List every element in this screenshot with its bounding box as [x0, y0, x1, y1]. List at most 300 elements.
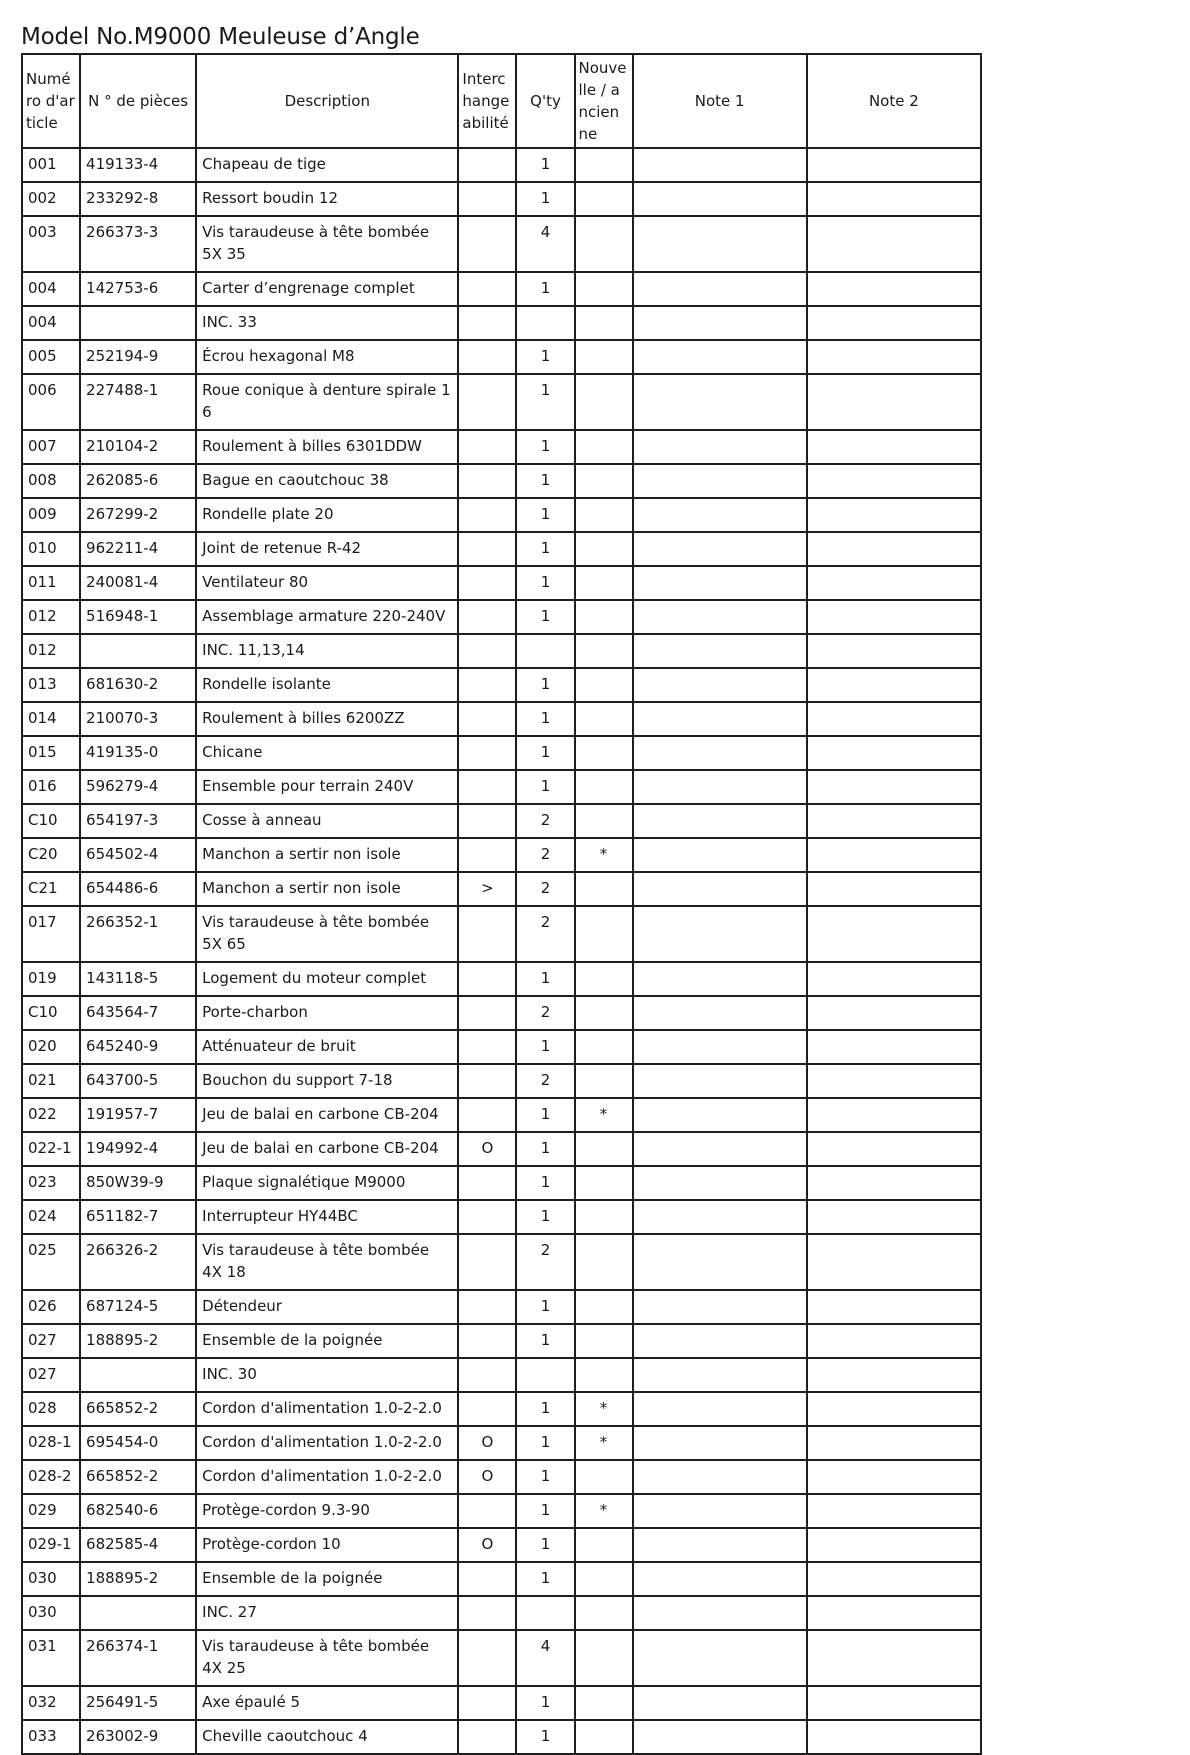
cell-description: Manchon a sertir non isole	[196, 872, 458, 906]
cell-part-no: 516948-1	[80, 600, 196, 634]
cell-note-2	[807, 1720, 981, 1754]
table-row	[22, 1234, 981, 1290]
header-row	[22, 54, 981, 148]
cell-new-old	[575, 996, 633, 1030]
cell-part-no: 651182-7	[80, 1200, 196, 1234]
cell-note-1	[633, 1426, 807, 1460]
cell-interchangeability: O	[458, 1426, 516, 1460]
table-row	[22, 736, 981, 770]
cell-interchangeability	[458, 306, 516, 340]
cell-interchangeability	[458, 770, 516, 804]
cell-part-no: 227488-1	[80, 374, 196, 430]
cell-note-2	[807, 1290, 981, 1324]
cell-new-old	[575, 1290, 633, 1324]
cell-note-2	[807, 634, 981, 668]
table-row	[22, 1720, 981, 1754]
cell-item-no: 017	[22, 906, 80, 962]
cell-qty: 1	[516, 1720, 574, 1754]
cell-qty: 1	[516, 1392, 574, 1426]
cell-part-no: 266352-1	[80, 906, 196, 962]
cell-qty: 1	[516, 1030, 574, 1064]
cell-interchangeability	[458, 430, 516, 464]
table-row	[22, 1324, 981, 1358]
cell-qty: 1	[516, 770, 574, 804]
cell-note-1	[633, 1494, 807, 1528]
cell-part-no: 682585-4	[80, 1528, 196, 1562]
cell-part-no: 191957-7	[80, 1098, 196, 1132]
table-row	[22, 566, 981, 600]
cell-description: Détendeur	[196, 1290, 458, 1324]
cell-new-old	[575, 1528, 633, 1562]
cell-part-no: 962211-4	[80, 532, 196, 566]
cell-interchangeability	[458, 498, 516, 532]
cell-interchangeability	[458, 182, 516, 216]
cell-note-2	[807, 668, 981, 702]
cell-qty	[516, 1358, 574, 1392]
cell-item-no: 010	[22, 532, 80, 566]
table-row	[22, 532, 981, 566]
cell-new-old: *	[575, 1098, 633, 1132]
cell-note-2	[807, 1064, 981, 1098]
cell-note-2	[807, 340, 981, 374]
cell-interchangeability	[458, 1494, 516, 1528]
cell-interchangeability	[458, 566, 516, 600]
cell-qty: 2	[516, 838, 574, 872]
cell-qty: 1	[516, 374, 574, 430]
cell-note-2	[807, 306, 981, 340]
cell-qty: 1	[516, 464, 574, 498]
cell-qty: 1	[516, 148, 574, 182]
cell-interchangeability	[458, 464, 516, 498]
cell-note-2	[807, 148, 981, 182]
cell-interchangeability	[458, 1234, 516, 1290]
cell-new-old: *	[575, 1392, 633, 1426]
cell-qty: 1	[516, 668, 574, 702]
cell-interchangeability	[458, 736, 516, 770]
cell-note-2	[807, 1460, 981, 1494]
cell-description: INC. 27	[196, 1596, 458, 1630]
cell-new-old	[575, 340, 633, 374]
cell-interchangeability	[458, 1098, 516, 1132]
cell-note-1	[633, 634, 807, 668]
cell-note-1	[633, 272, 807, 306]
cell-part-no: 266326-2	[80, 1234, 196, 1290]
cell-qty: 2	[516, 872, 574, 906]
cell-interchangeability	[458, 374, 516, 430]
cell-qty: 1	[516, 1686, 574, 1720]
cell-qty: 1	[516, 962, 574, 996]
cell-interchangeability	[458, 634, 516, 668]
cell-note-1	[633, 1030, 807, 1064]
table-row	[22, 838, 981, 872]
cell-interchangeability	[458, 838, 516, 872]
cell-description: Vis taraudeuse à tête bombée 5X 35	[196, 216, 458, 272]
cell-description: Ventilateur 80	[196, 566, 458, 600]
cell-note-1	[633, 216, 807, 272]
cell-description: Ensemble de la poignée	[196, 1324, 458, 1358]
cell-part-no: 654197-3	[80, 804, 196, 838]
table-row	[22, 1686, 981, 1720]
cell-new-old	[575, 804, 633, 838]
cell-part-no: 143118-5	[80, 962, 196, 996]
cell-note-2	[807, 1132, 981, 1166]
parts-table	[21, 53, 982, 1755]
cell-note-1	[633, 374, 807, 430]
cell-item-no: 019	[22, 962, 80, 996]
cell-item-no: 032	[22, 1686, 80, 1720]
cell-qty: 1	[516, 1132, 574, 1166]
cell-item-no: C10	[22, 804, 80, 838]
cell-part-no: 256491-5	[80, 1686, 196, 1720]
cell-new-old	[575, 962, 633, 996]
cell-qty: 1	[516, 1562, 574, 1596]
cell-part-no: 252194-9	[80, 340, 196, 374]
cell-note-1	[633, 1460, 807, 1494]
cell-description: Roulement à billes 6301DDW	[196, 430, 458, 464]
cell-interchangeability	[458, 148, 516, 182]
cell-note-2	[807, 532, 981, 566]
cell-description: Jeu de balai en carbone CB-204	[196, 1098, 458, 1132]
cell-part-no: 665852-2	[80, 1392, 196, 1426]
cell-item-no: 006	[22, 374, 80, 430]
table-row	[22, 306, 981, 340]
cell-part-no: 645240-9	[80, 1030, 196, 1064]
cell-new-old	[575, 1132, 633, 1166]
cell-item-no: 020	[22, 1030, 80, 1064]
cell-note-2	[807, 1686, 981, 1720]
cell-new-old	[575, 566, 633, 600]
cell-part-no: 142753-6	[80, 272, 196, 306]
cell-item-no: 012	[22, 634, 80, 668]
cell-item-no: 013	[22, 668, 80, 702]
cell-note-2	[807, 600, 981, 634]
table-row	[22, 1290, 981, 1324]
cell-note-2	[807, 838, 981, 872]
cell-item-no: 004	[22, 306, 80, 340]
cell-note-1	[633, 668, 807, 702]
cell-note-2	[807, 1166, 981, 1200]
cell-qty: 1	[516, 340, 574, 374]
header-qty: Q'ty	[516, 54, 574, 148]
cell-note-1	[633, 1528, 807, 1562]
cell-part-no: 419133-4	[80, 148, 196, 182]
cell-description: Jeu de balai en carbone CB-204	[196, 1132, 458, 1166]
cell-note-2	[807, 1630, 981, 1686]
table-row	[22, 1596, 981, 1630]
cell-description: Rondelle isolante	[196, 668, 458, 702]
cell-item-no: 028	[22, 1392, 80, 1426]
cell-note-1	[633, 702, 807, 736]
cell-new-old	[575, 374, 633, 430]
cell-qty: 1	[516, 430, 574, 464]
header-description: Description	[196, 54, 458, 148]
cell-item-no: C10	[22, 996, 80, 1030]
cell-interchangeability	[458, 1630, 516, 1686]
cell-description: Chicane	[196, 736, 458, 770]
cell-note-2	[807, 906, 981, 962]
cell-note-1	[633, 1200, 807, 1234]
cell-item-no: C21	[22, 872, 80, 906]
cell-interchangeability	[458, 702, 516, 736]
cell-description: Ressort boudin 12	[196, 182, 458, 216]
cell-interchangeability: O	[458, 1460, 516, 1494]
table-row	[22, 1630, 981, 1686]
cell-note-1	[633, 430, 807, 464]
cell-note-1	[633, 498, 807, 532]
table-row	[22, 1494, 981, 1528]
cell-note-1	[633, 736, 807, 770]
cell-part-no: 665852-2	[80, 1460, 196, 1494]
cell-item-no: 025	[22, 1234, 80, 1290]
table-row	[22, 1392, 981, 1426]
cell-description: Porte-charbon	[196, 996, 458, 1030]
cell-note-2	[807, 1324, 981, 1358]
table-row	[22, 1460, 981, 1494]
cell-qty: 1	[516, 1324, 574, 1358]
cell-qty: 1	[516, 272, 574, 306]
cell-description: Bague en caoutchouc 38	[196, 464, 458, 498]
cell-description: Cordon d'alimentation 1.0-2-2.0	[196, 1426, 458, 1460]
cell-item-no: 029-1	[22, 1528, 80, 1562]
cell-part-no: 643564-7	[80, 996, 196, 1030]
cell-part-no: 654502-4	[80, 838, 196, 872]
cell-note-2	[807, 464, 981, 498]
cell-note-1	[633, 1392, 807, 1426]
cell-note-2	[807, 182, 981, 216]
cell-note-2	[807, 1030, 981, 1064]
cell-qty: 1	[516, 1460, 574, 1494]
table-row	[22, 272, 981, 306]
cell-new-old	[575, 306, 633, 340]
cell-interchangeability	[458, 804, 516, 838]
cell-note-2	[807, 498, 981, 532]
cell-item-no: 016	[22, 770, 80, 804]
table-row	[22, 804, 981, 838]
cell-item-no: 024	[22, 1200, 80, 1234]
cell-interchangeability	[458, 1166, 516, 1200]
cell-new-old: *	[575, 838, 633, 872]
cell-item-no: 026	[22, 1290, 80, 1324]
cell-qty: 2	[516, 906, 574, 962]
cell-interchangeability	[458, 1358, 516, 1392]
cell-part-no: 654486-6	[80, 872, 196, 906]
cell-qty: 1	[516, 1494, 574, 1528]
cell-qty: 1	[516, 1528, 574, 1562]
cell-item-no: 022	[22, 1098, 80, 1132]
cell-new-old	[575, 498, 633, 532]
cell-description: Protège-cordon 9.3-90	[196, 1494, 458, 1528]
cell-note-2	[807, 566, 981, 600]
cell-description: Rondelle plate 20	[196, 498, 458, 532]
cell-description: Vis taraudeuse à tête bombée 5X 65	[196, 906, 458, 962]
header-note-1: Note 1	[633, 54, 807, 148]
cell-item-no: 011	[22, 566, 80, 600]
cell-interchangeability: O	[458, 1132, 516, 1166]
cell-note-2	[807, 1494, 981, 1528]
cell-note-1	[633, 1064, 807, 1098]
cell-note-1	[633, 1562, 807, 1596]
cell-note-1	[633, 464, 807, 498]
cell-note-1	[633, 804, 807, 838]
cell-new-old	[575, 770, 633, 804]
cell-new-old	[575, 430, 633, 464]
cell-description: Roulement à billes 6200ZZ	[196, 702, 458, 736]
cell-qty: 1	[516, 1200, 574, 1234]
cell-note-1	[633, 1324, 807, 1358]
cell-interchangeability	[458, 1686, 516, 1720]
cell-note-1	[633, 148, 807, 182]
cell-part-no	[80, 306, 196, 340]
cell-note-2	[807, 1596, 981, 1630]
cell-new-old	[575, 600, 633, 634]
cell-item-no: 031	[22, 1630, 80, 1686]
cell-note-1	[633, 600, 807, 634]
cell-note-1	[633, 1166, 807, 1200]
cell-new-old	[575, 182, 633, 216]
cell-new-old	[575, 1030, 633, 1064]
cell-description: Ensemble pour terrain 240V	[196, 770, 458, 804]
cell-item-no: 007	[22, 430, 80, 464]
table-row	[22, 634, 981, 668]
cell-qty: 4	[516, 1630, 574, 1686]
table-row	[22, 962, 981, 996]
cell-qty: 1	[516, 702, 574, 736]
cell-note-1	[633, 532, 807, 566]
cell-description: Bouchon du support 7-18	[196, 1064, 458, 1098]
cell-interchangeability	[458, 996, 516, 1030]
cell-new-old	[575, 872, 633, 906]
cell-qty: 1	[516, 498, 574, 532]
cell-part-no: 419135-0	[80, 736, 196, 770]
cell-description: Ensemble de la poignée	[196, 1562, 458, 1596]
cell-interchangeability	[458, 962, 516, 996]
cell-description: Vis taraudeuse à tête bombée 4X 25	[196, 1630, 458, 1686]
cell-note-1	[633, 996, 807, 1030]
cell-item-no: 030	[22, 1562, 80, 1596]
cell-new-old	[575, 272, 633, 306]
cell-part-no: 596279-4	[80, 770, 196, 804]
cell-new-old	[575, 1166, 633, 1200]
cell-qty: 1	[516, 566, 574, 600]
cell-part-no	[80, 634, 196, 668]
cell-interchangeability	[458, 600, 516, 634]
cell-note-2	[807, 1392, 981, 1426]
cell-qty: 2	[516, 1234, 574, 1290]
cell-note-2	[807, 962, 981, 996]
cell-part-no: 210070-3	[80, 702, 196, 736]
cell-interchangeability	[458, 340, 516, 374]
cell-description: Atténuateur de bruit	[196, 1030, 458, 1064]
header-part-no: N ° de pièces	[80, 54, 196, 148]
table-row	[22, 430, 981, 464]
cell-note-1	[633, 1132, 807, 1166]
cell-description: Chapeau de tige	[196, 148, 458, 182]
cell-note-1	[633, 962, 807, 996]
cell-qty: 1	[516, 1290, 574, 1324]
cell-new-old	[575, 532, 633, 566]
header-interchangeability: Interchangeabilité	[458, 54, 516, 148]
cell-note-2	[807, 216, 981, 272]
cell-description: Protège-cordon 10	[196, 1528, 458, 1562]
cell-note-2	[807, 430, 981, 464]
cell-interchangeability: O	[458, 1528, 516, 1562]
cell-description: Cosse à anneau	[196, 804, 458, 838]
cell-qty: 1	[516, 182, 574, 216]
cell-new-old	[575, 1686, 633, 1720]
cell-item-no: 027	[22, 1358, 80, 1392]
cell-description: Vis taraudeuse à tête bombée 4X 18	[196, 1234, 458, 1290]
cell-qty: 2	[516, 1064, 574, 1098]
header-item-no: Numéro d'article	[22, 54, 80, 148]
cell-description: INC. 11,13,14	[196, 634, 458, 668]
cell-description: Manchon a sertir non isole	[196, 838, 458, 872]
cell-new-old: *	[575, 1426, 633, 1460]
cell-note-2	[807, 702, 981, 736]
cell-description: Logement du moteur complet	[196, 962, 458, 996]
cell-part-no: 240081-4	[80, 566, 196, 600]
cell-description: INC. 33	[196, 306, 458, 340]
cell-qty: 1	[516, 600, 574, 634]
cell-note-2	[807, 1098, 981, 1132]
cell-item-no: 004	[22, 272, 80, 306]
cell-interchangeability	[458, 1562, 516, 1596]
cell-note-1	[633, 770, 807, 804]
cell-item-no: 023	[22, 1166, 80, 1200]
cell-qty	[516, 1596, 574, 1630]
cell-new-old	[575, 1324, 633, 1358]
cell-part-no: 267299-2	[80, 498, 196, 532]
cell-new-old	[575, 1234, 633, 1290]
cell-interchangeability	[458, 1324, 516, 1358]
table-row	[22, 148, 981, 182]
cell-interchangeability	[458, 1596, 516, 1630]
cell-note-1	[633, 1630, 807, 1686]
cell-note-1	[633, 182, 807, 216]
cell-note-2	[807, 1358, 981, 1392]
cell-note-1	[633, 1686, 807, 1720]
cell-interchangeability	[458, 906, 516, 962]
cell-interchangeability	[458, 1720, 516, 1754]
document-title: Model No.M9000 Meuleuse d’Angle	[21, 24, 420, 50]
cell-note-2	[807, 736, 981, 770]
table-row	[22, 770, 981, 804]
table-row	[22, 872, 981, 906]
cell-note-1	[633, 1358, 807, 1392]
cell-interchangeability: >	[458, 872, 516, 906]
cell-new-old	[575, 1200, 633, 1234]
cell-description: Carter d’engrenage complet	[196, 272, 458, 306]
cell-description: Écrou hexagonal M8	[196, 340, 458, 374]
cell-note-2	[807, 272, 981, 306]
cell-item-no: 029	[22, 1494, 80, 1528]
cell-item-no: 014	[22, 702, 80, 736]
cell-description: Interrupteur HY44BC	[196, 1200, 458, 1234]
cell-new-old	[575, 1562, 633, 1596]
cell-item-no: 003	[22, 216, 80, 272]
table-row	[22, 1426, 981, 1460]
cell-part-no: 681630-2	[80, 668, 196, 702]
cell-qty	[516, 634, 574, 668]
cell-part-no: 682540-6	[80, 1494, 196, 1528]
table-row	[22, 464, 981, 498]
table-row	[22, 1064, 981, 1098]
cell-part-no: 643700-5	[80, 1064, 196, 1098]
cell-note-1	[633, 838, 807, 872]
cell-new-old	[575, 634, 633, 668]
cell-qty: 1	[516, 736, 574, 770]
cell-part-no: 233292-8	[80, 182, 196, 216]
cell-item-no: 015	[22, 736, 80, 770]
